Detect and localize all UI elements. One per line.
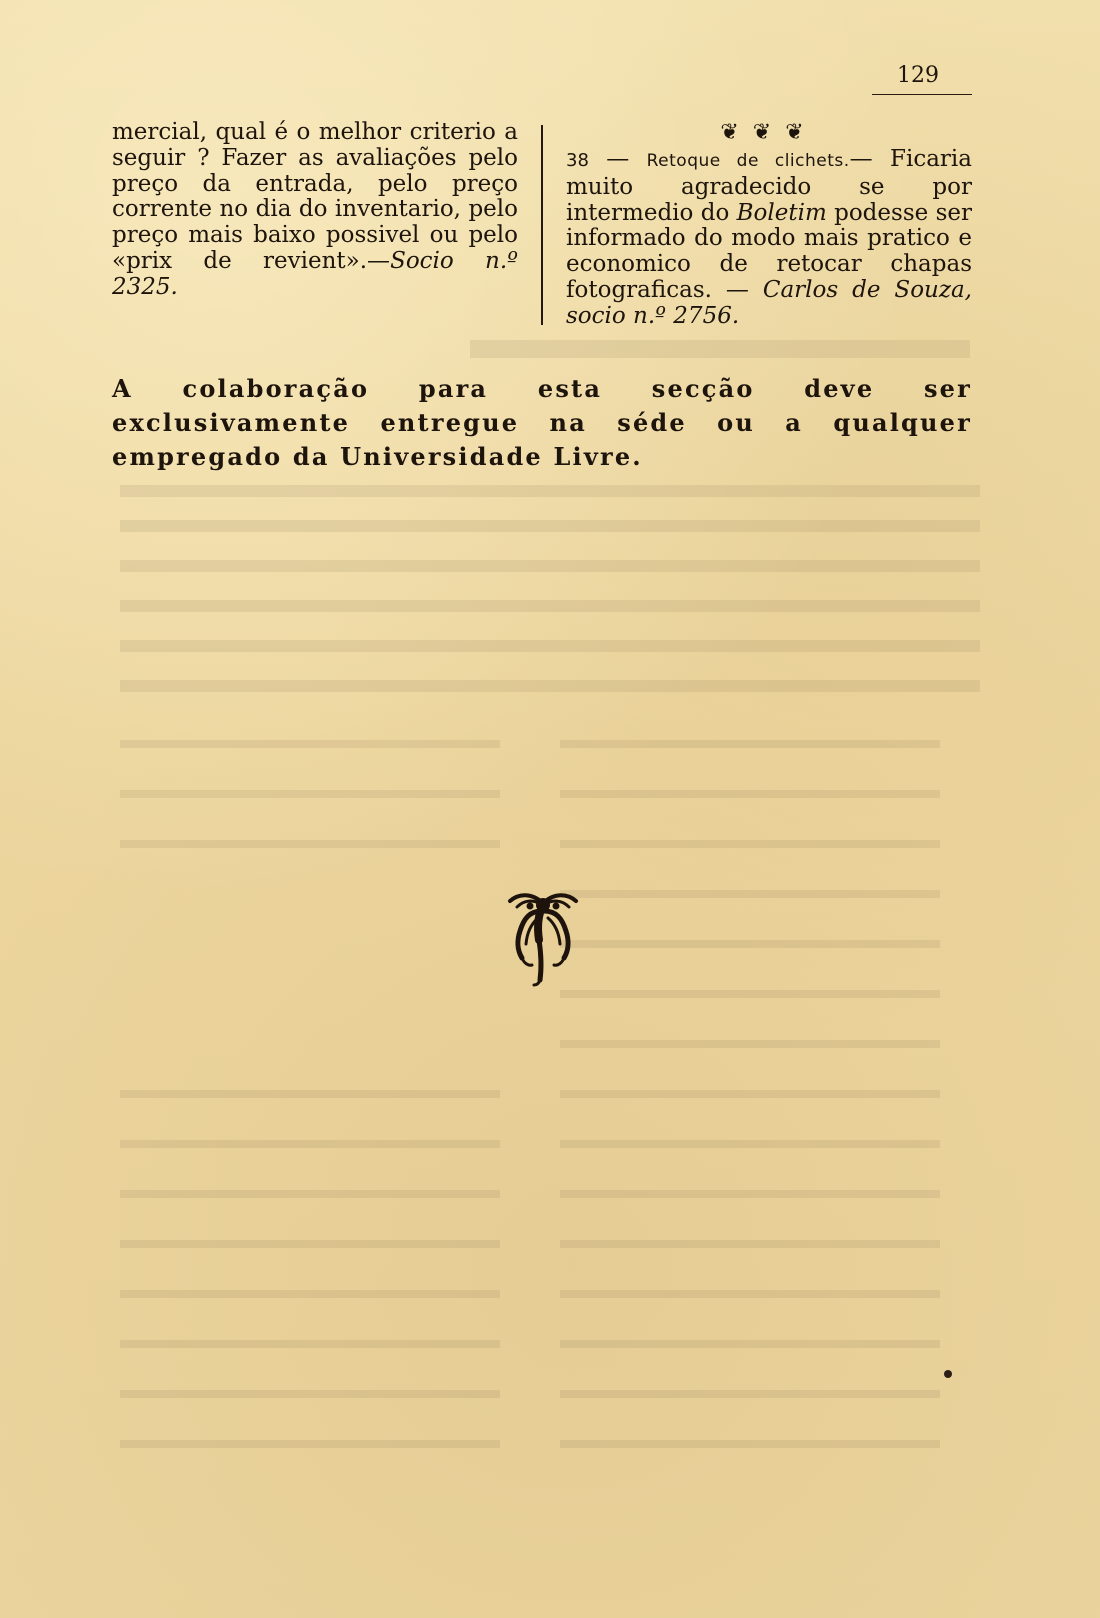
left-column-signature: Socio n.º 2325. [112, 247, 518, 300]
entry-signature: Carlos de Souza, socio n.º 2756. [566, 276, 972, 329]
entry-text-start: — Ficaria muito agradecido se por intermedio do [566, 146, 972, 226]
fleuron-ornaments: ❦❦❦ [720, 120, 818, 145]
entry-separator: — [588, 146, 647, 172]
entry-title: Retoque de clichets. [646, 151, 850, 171]
column-divider [541, 125, 543, 325]
publication-name: Boletim [736, 199, 827, 226]
page-number-rule [872, 94, 972, 95]
paper-mark [944, 1370, 952, 1378]
entry-number: 38 [566, 150, 589, 171]
entry-text-end: podesse ser informado do modo mais pratico e economico de retocar chapas fotograficas. — [566, 199, 972, 303]
left-column [112, 120, 518, 301]
page-number: 129 [897, 63, 939, 88]
submission-notice: A colaboração para esta secção deve ser exclusivamente entregue na séde ou a qualquer empregado da Universidade Livre. [112, 374, 972, 471]
left-column-paragraph: mercial, qual é o melhor criterio a seguir ? Fazer as avaliações pelo preço da entrada, pelo preço corrente no dia do inventario, pelo preço mais baixo possivel ou pelo «prix de revient».— [112, 119, 518, 274]
page-header [865, 62, 971, 90]
tentacle-ornament-icon [500, 887, 586, 987]
right-column [566, 121, 972, 330]
